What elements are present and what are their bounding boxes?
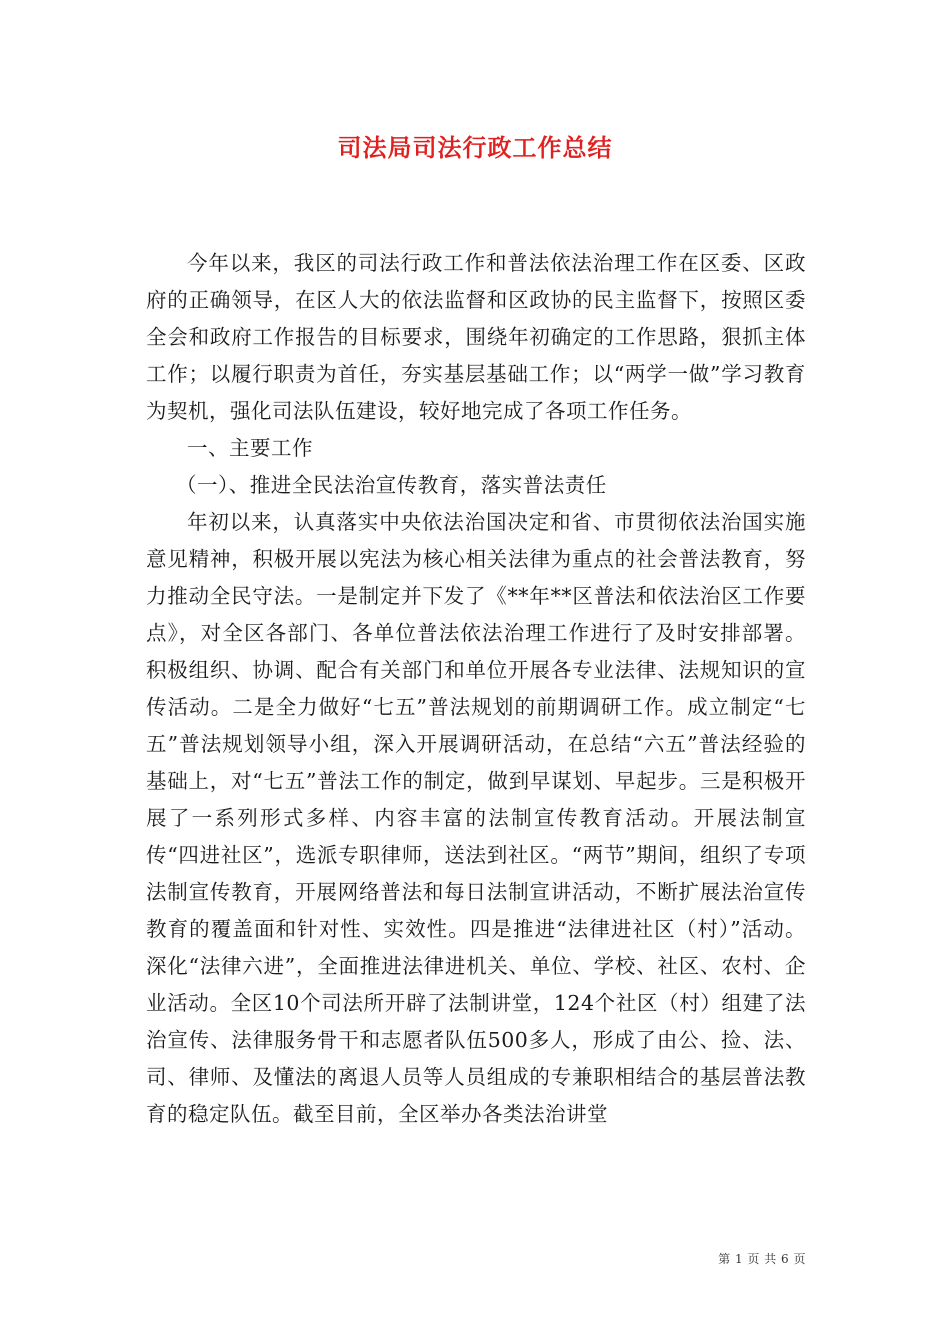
document-title: 司法局司法行政工作总结	[337, 134, 613, 162]
document-body	[146, 245, 806, 1133]
section-heading-main-work: 一、主要工作	[187, 436, 313, 460]
page-number-footer: 第 1 页 共 6 页	[718, 1252, 806, 1266]
paragraph-intro: 今年以来，我区的司法行政工作和普法依法治理工作在区委、区政府的正确领导，在区人大的依法监督和区政协的民主监督下，按照区委全会和政府工作报告的目标要求，围绕年初确定的工作思路，狠抓主体工作；以履行职责为首任，夯实基层基础工作；以“两学一做”学习教育为契机，强化司法队伍建设，较好地完成了各项工作任务。	[146, 251, 806, 423]
subsection-heading-1: （一）、推进全民法治宣传教育，落实普法责任	[176, 473, 607, 497]
paragraph-legal-education: 年初以来，认真落实中央依法治国决定和省、市贯彻依法治国实施意见精神，积极开展以宪法为核心相关法律为重点的社会普法教育，努力推动全民守法。一是制定并下发了《**年**区普法和依法治区工作要点》，对全区各部门、各单位普法依法治理工作进行了及时安排部署。积极组织、协调、配合有关部门和单位开展各专业法律、法规知识的宣传活动。二是全力做好“七五”普法规划的前期调研工作。成立制定“七五”普法规划领导小组，深入开展调研活动，在总结“六五”普法经验的基础上，对“七五”普法工作的制定，做到早谋划、早起步。三是积极开展了一系列形式多样、内容丰富的法制宣传教育活动。开展法制宣传“四进社区”，选派专职律师，送法到社区。“两节”期间，组织了专项法制宣传教育，开展网络普法和每日法制宣讲活动，不断扩展法治宣传教育的覆盖面和针对性、实效性。四是推进“法律进社区（村）”活动。深化“法律六进”，全面推进法律进机关、单位、学校、社区、农村、企业活动。全区10个司法所开辟了法制讲堂，124个社区（村）组建了法治宣传、法律服务骨干和志愿者队伍500多人，形成了由公、捡、法、司、律师、及懂法的离退人员等人员组成的专兼职相结合的基层普法教育的稳定队伍。截至目前，全区举办各类法治讲堂	[146, 510, 806, 1126]
